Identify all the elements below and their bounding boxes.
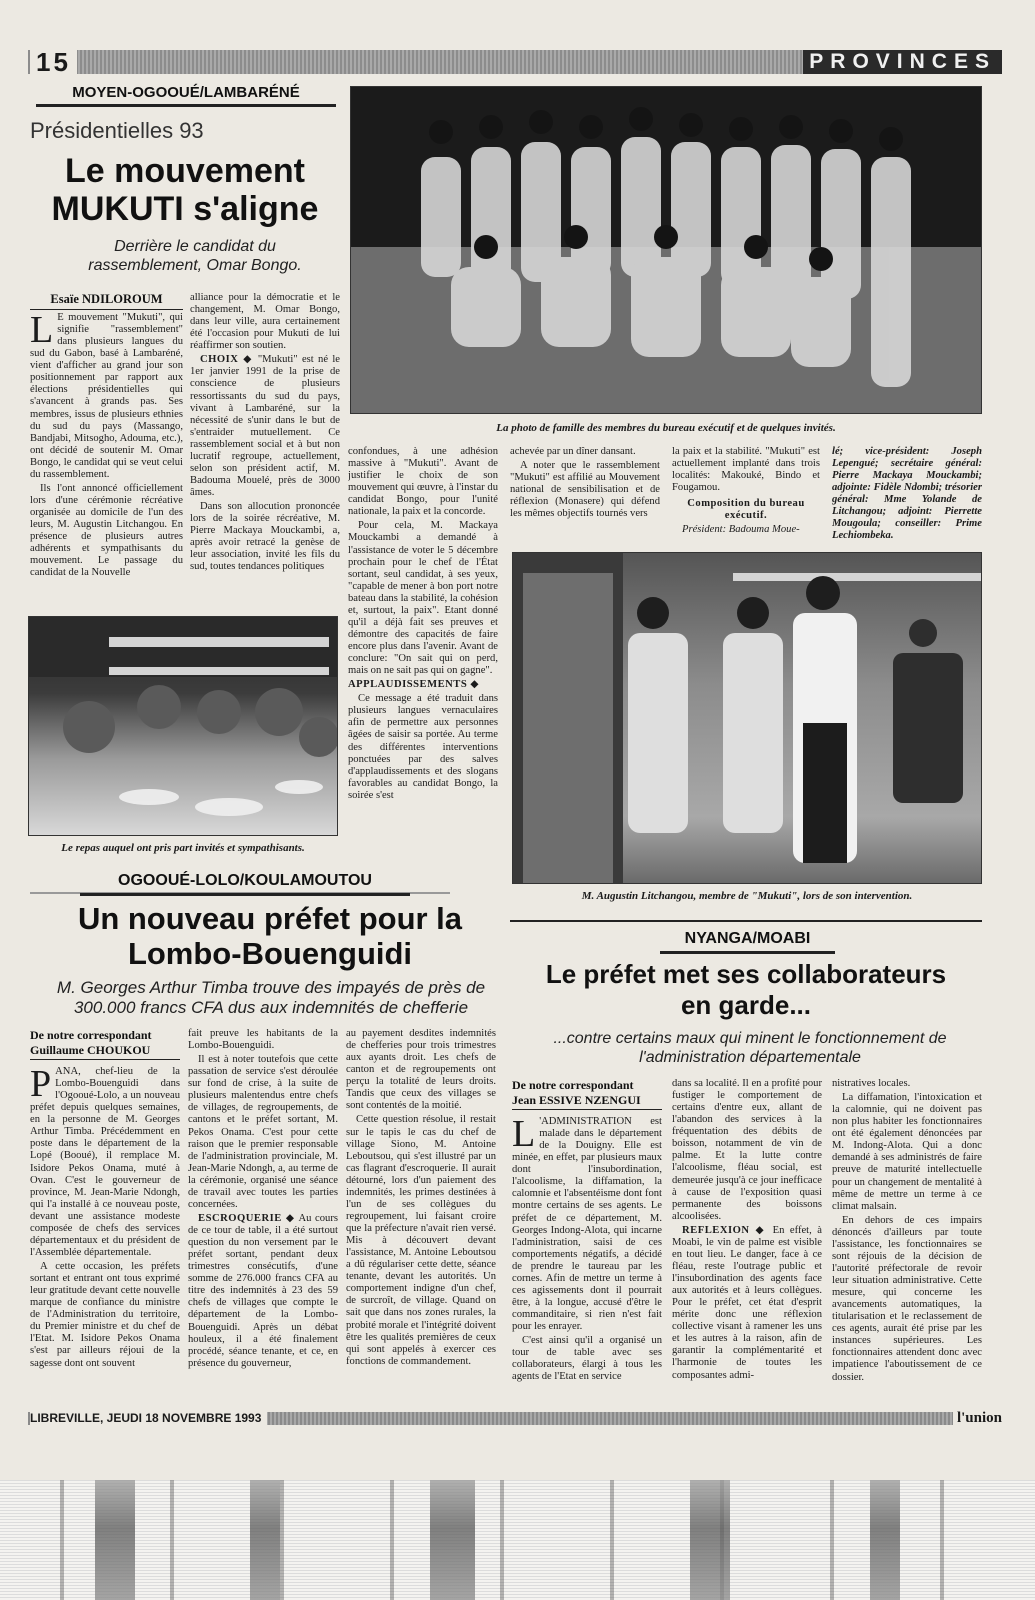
article1-column-1 bbox=[30, 312, 183, 610]
paragraph: A cette occasion, les préfets sortant et entrant ont tous exprimé leur gratitude devant cette nouvelle marque de confiance du ministre de l'Administration du territoire, du Premier ministre et du chef de l'Etat. M. Isidore Pekos Onama s'est par ailleurs réjoui de la sagesse dont ont souvent bbox=[30, 1261, 180, 1369]
article3-headline-1: Le préfet met ses collaborateurs bbox=[545, 959, 947, 989]
article3-byline bbox=[512, 1078, 662, 1110]
article2-kicker: OGOOUÉ-LOLO/KOULAMOUTOU bbox=[80, 872, 410, 890]
article1-column-3 bbox=[348, 446, 498, 856]
article1-overline: Présidentielles 93 bbox=[30, 118, 204, 143]
section-title: PROVINCES bbox=[803, 50, 1002, 74]
byline-name: Jean ESSIVE NZENGUI bbox=[512, 1093, 641, 1107]
dropcap: P bbox=[30, 1066, 52, 1105]
paragraph: La diffamation, l'intoxication et la calomnie, qui ne doivent pas non plus habiter les fonctionnaires ont été également dénoncées par M. Indong-Alota. Qui a donc demandé à ses administrés de faire preuve de maturité intellectuelle pour un changement de mentalité à même de mettre un terme à ce climat malsain. bbox=[832, 1092, 982, 1212]
subhead-choix: CHOIX ◆ bbox=[200, 354, 254, 366]
scan-band bbox=[870, 1480, 900, 1600]
article3-kicker: NYANGA/MOABI bbox=[684, 930, 811, 947]
separator bbox=[510, 920, 982, 922]
paragraph: A noter que le rassemblement "Mukuti" est affilié au Mouvement national de sensibilisation et de réflexion (Monasere) qui défend les mêmes objectifs tournés vers bbox=[510, 460, 660, 520]
paragraph: alliance pour la démocratie et le changement, M. Omar Bongo, dans leur ville, aura certainement été l'occasion pour Mukuti de lui réaffirmer son soutien. bbox=[190, 292, 340, 352]
paragraph: la paix et la stabilité. "Mukuti" est actuellement implanté dans trois localités: Makouké, Bindo et Fougamou. bbox=[672, 446, 820, 494]
dropcap: L bbox=[512, 1116, 536, 1155]
kicker-underline bbox=[36, 104, 336, 107]
byline-name: Guillaume CHOUKOU bbox=[30, 1043, 151, 1057]
subhead-reflexion: REFLEXION ◆ bbox=[682, 1224, 768, 1236]
article1-headline-2: MUKUTI s'aligne bbox=[51, 190, 319, 228]
paragraph: C'est ainsi qu'il a organisé un tour de table avec ses collaborateurs, élargi à tous les agents de l'Etat en service bbox=[512, 1335, 662, 1383]
article2-byline bbox=[30, 1028, 180, 1060]
article2-headline-2: Lombo-Bouenguidi bbox=[127, 936, 413, 971]
article3-headline-2: en garde... bbox=[680, 990, 812, 1020]
footer-dateline: LIBREVILLE, JEUDI 18 NOVEMBRE 1993 bbox=[30, 1409, 267, 1427]
meal-photo-caption: Le repas auquel ont pris part invités et sympathisants. bbox=[61, 842, 305, 854]
paragraph: 'ADMINISTRATION est malade dans le département de la Douigny. Elle est minée, en effet, par plusieurs maux dont l'insubordination, l'alcoolisme, la diffamation, la calomnie et l'absentéisme dont font montre certains de ses agents. Le préfet de ce département, M. Georges Indong-Alota, qui incarne l'administration, saisi de ces comportements négatifs, a décidé de prendre le taureau par les cornes. Afin de mettre un terme à ces agissements dont il pourrait être, à la longue, accusé d'être le commanditaire, si rien n'est fait pour les enrayer. bbox=[512, 1116, 662, 1333]
article2-headline-1: Un nouveau préfet pour la bbox=[77, 901, 463, 936]
paragraph: dans sa localité. Il en a profité pour fustiger le comportement de certains d'entre eux, allant de l'abandon des services à la fréquentation des débits de boisson, notamment de vin de palme. Et la lutte contre l'alcoolisme, fléau social, est demeurée jusqu'à ce jour inefficace à cause de l'exposition quasi permanente des boissons alcoolisées. bbox=[672, 1078, 822, 1222]
speech-photo-caption: M. Augustin Litchangou, membre de "Mukuti", lors de son intervention. bbox=[581, 890, 913, 902]
kicker-underline bbox=[80, 893, 410, 896]
footer-brand: l'union bbox=[953, 1410, 1002, 1426]
article2-deck: M. Georges Arthur Timba trouve des impayés de près de 300.000 francs CFA dus aux indemnités de chefferie bbox=[56, 978, 486, 1018]
dropcap: L bbox=[30, 312, 54, 351]
paragraph: lé; vice-président: Joseph Lepengué; secrétaire général: Pierre Mackaya Mouckambi; adjointe: Fidèle Ndombi; trésorier général: Mme Yolande de Litchangou; adjoint: Pierrette Mougoula; conseiller: Prime Lechiombeka. bbox=[832, 446, 982, 542]
paragraph: En dehors de ces impairs dénoncés d'ailleurs par toute l'assistance, les fonctionnaires se sont réjouis de la décision de l'autorité préfectorale de revoir leur situation administrative. Cette mesure, qui concerne les avancements automatiques, la titularisation et le reclassement de ces agents, aurait été prise par les instances supérieures. Les fonctionnaires attendent donc avec impatience l'aboutissement de ce dossier. bbox=[832, 1214, 982, 1383]
article1-column-4 bbox=[510, 446, 660, 544]
subhead-escroquerie: ESCROQUERIE ◆ bbox=[198, 1212, 296, 1224]
paragraph: nistratives locales. bbox=[832, 1078, 911, 1089]
article1-kicker: MOYEN-OGOOUÉ/LAMBARÉNÉ bbox=[72, 84, 300, 101]
byline-role: De notre correspondant bbox=[512, 1078, 634, 1092]
paragraph: fait preuve les habitants de la Lombo-Bouenguidi. bbox=[188, 1028, 338, 1052]
scan-band bbox=[430, 1480, 475, 1600]
paragraph: ANA, chef-lieu de la Lombo-Bouenguidi dans l'Ogooué-Lolo, a un nouveau préfet depuis quelques semaines, en la personne de M. Georges Arthur Timba. Précédemment en poste dans le département de la Lopé (Booué), il remplace M. Isidore Pekos Onama, muté à Ovan. C'est le gouverneur de province, M. Jean-Marie Ndongh, qui l'a installé à ce nouveau poste, devant une assistance modeste composée de chefs des services départementaux et du président de l'Assemblée départementale. bbox=[30, 1066, 180, 1258]
paragraph: Cette question résolue, il restait sur le tapis le cas du chef de village Siono, M. Antoine Leboutsou, qui s'est illustré par un cas flagrant d'escroquerie. Il aurait détourné, lors d'un paiement des indemnités, les primes destinées à l'un de ses collègues du regroupement, lui faisant croire que la préfecture n'avait rien versé. Mis à découvert devant l'assistance, M. Antoine Leboutsou a dû régulariser cette dette, séance tenante, devant les autorités. Un comportement indigne d'un chef, de surcroît, de village. Quand on sait que dans nos zones rurales, la probité morale et l'intégrité doivent être les qualités premières de ceux qui sont appelés à exercer ces fonctions de commandement. bbox=[346, 1114, 496, 1367]
article1-column-5 bbox=[672, 446, 820, 544]
paragraph: achevée par un dîner dansant. bbox=[510, 446, 636, 457]
speech-illustration bbox=[513, 553, 982, 884]
scan-band bbox=[95, 1480, 135, 1600]
speech-photo bbox=[512, 552, 982, 884]
subhead-composition: Composition du bureau exécutif. bbox=[687, 498, 805, 522]
paragraph: Au cours de ce tour de table, il a été surtout question du non versement par le préfet sortant, pendant deux trimestres consécutifs, d'une somme de 276.000 francs CFA au titre des indemnités à 23 des 59 chefs de villages que compte le département de la Lombo-Bouenguidi. Après un débat houleux, il a été finalement procédé, séance tenante, et ce, en présence du gouverneur, bbox=[188, 1212, 338, 1369]
paragraph: E mouvement "Mukuti", qui signifie "rassemblement" dans plusieurs langues du sud du Gabon, basé à Lambaréné, vient d'afficher au grand jour son positionnement par rapport aux élections présidentielles qui s'avancent à grands pas. Ses membres, issus de plusieurs ethnies du sud du pays (Massango, Bandjabi, Mitsogho, Adouma, etc.), ont décidé de soutenir M. Omar Bongo, le candidat qui se veut celui du rassemblement. bbox=[30, 312, 183, 480]
page-number: 15 bbox=[30, 48, 77, 76]
article3-column-1 bbox=[512, 1116, 662, 1402]
paragraph: Président: Badouma Moue- bbox=[682, 524, 800, 536]
paragraph: confondues, à une adhésion massive à "Mukuti". Avant de justifier le choix de son mouvement qui œuvre, à l'instar du candidat Bongo, pour l'unité nationale, la paix et la concorde. bbox=[348, 446, 498, 518]
article2-column-3 bbox=[346, 1028, 496, 1402]
family-photo-caption: La photo de famille des membres du bureau exécutif et de quelques invités. bbox=[496, 422, 836, 434]
byline-name: Esaïe NDILOROUM bbox=[50, 292, 163, 306]
paragraph: En effet, à Moabi, le vin de palme est visible en tout lieu. Le danger, face à ce fléau, reste l'outrage public et l'insubordination des agents face aux autorités et à leurs collègues. Pour le préfet, cet état d'esprit mérite donc une réflexion collective visant à ramener les uns et les autres à la raison, afin de garantir la complémentarité et l'harmonie de toutes les composantes admi- bbox=[672, 1224, 822, 1381]
article2-column-2 bbox=[188, 1028, 338, 1402]
paragraph: Ils l'ont annoncé officiellement lors d'une cérémonie récréative organisée au domicile de l'un des leurs, M. Augustin Litchangou. En présence de plusieurs autres adhérents et sympathisants du mouvement. Le passage du candidat de la Nouvelle bbox=[30, 482, 183, 579]
scan-band bbox=[690, 1480, 730, 1600]
article1-deck: Derrière le candidat du rassemblement, Omar Bongo. bbox=[88, 238, 302, 274]
photo-group-illustration bbox=[351, 87, 982, 414]
article1-column-6 bbox=[832, 446, 982, 544]
paragraph: au payement desdites indemnités de chefferies pour trois trimestres aux ayants droit. Les chefs de canton et de regroupements ont perçu la totalité de leurs droits. Tandis que ceux des villages se sont contentés de la moitié. bbox=[346, 1028, 496, 1112]
article2-column-1 bbox=[30, 1066, 180, 1402]
subhead-applaudissements: APPLAUDISSEMENTS ◆ bbox=[348, 679, 480, 691]
paragraph: Pour cela, M. Mackaya Mouckambi a demandé à l'assistance de voter le 5 décembre prochain pour le chef de l'État sortant, seul candidat, à ses yeux, "capable de mener à bon port notre bateau dans la stabilité, la cohésion et, surtout, la paix". Etant donné qu'il a déjà fait ses preuves et démontre des capacités de faire encore plus dans l'avenir. Avant de conclure: "On sait qui on perd, mais on ne sait pas qui on gagne". bbox=[348, 520, 498, 677]
paragraph: Dans son allocution prononcée lors de la soirée récréative, M. Pierre Mackaya Mouckambi, a, après avoir retracé la genèse de leur association, invité les fils du sud, toutes tendances politiques bbox=[190, 501, 340, 573]
paragraph: Il est à noter toutefois que cette passation de service s'est déroulée sur fond de crise, à la suite de plusieurs malentendus entre chefs de villages, de regroupements, de cantons et le préfet sortant, M. Pekos Onama. C'est pour cette raison que le premier responsable de l'administration provinciale, M. Jean-Marie Ndongh, a, au terme de la cérémonie, organisé une séance de travail avec toutes les parties concernées. bbox=[188, 1054, 338, 1210]
article1-column-2 bbox=[190, 292, 340, 610]
meal-photo bbox=[28, 616, 338, 836]
paragraph: "Mukuti" est né le 1er janvier 1991 de la prise de conscience de plusieurs ressortissants du sud du pays, vivant à Lambaréné, sur la nécessité de s'unir dans le but de s'entraider mutuellement. Ce rassemblement social et à but non lucratif regroupe, actuellement, selon son président actif, M. Badouma Mouelé, près de 3000 âmes. bbox=[190, 354, 340, 498]
byline-role: De notre correspondant bbox=[30, 1028, 152, 1042]
article3-column-3 bbox=[832, 1078, 982, 1402]
paragraph: Ce message a été traduit dans plusieurs langues vernaculaires afin de permettre aux personnes âgées de saisir sa portée. Au terme des différentes interventions ponctuées par des salves d'applaudissements et des slogans favorables au candidat Bongo, la soirée s'est bbox=[348, 693, 498, 801]
family-photo bbox=[350, 86, 982, 414]
article3-column-2 bbox=[672, 1078, 822, 1402]
article3-deck: ...contre certains maux qui minent le fonctionnement de l'administration départementale bbox=[553, 1030, 947, 1066]
article1-headline-1: Le mouvement bbox=[65, 152, 305, 190]
meal-illustration bbox=[29, 617, 338, 836]
article1-byline bbox=[30, 292, 183, 310]
scan-band bbox=[250, 1480, 280, 1600]
kicker-underline bbox=[660, 951, 835, 954]
